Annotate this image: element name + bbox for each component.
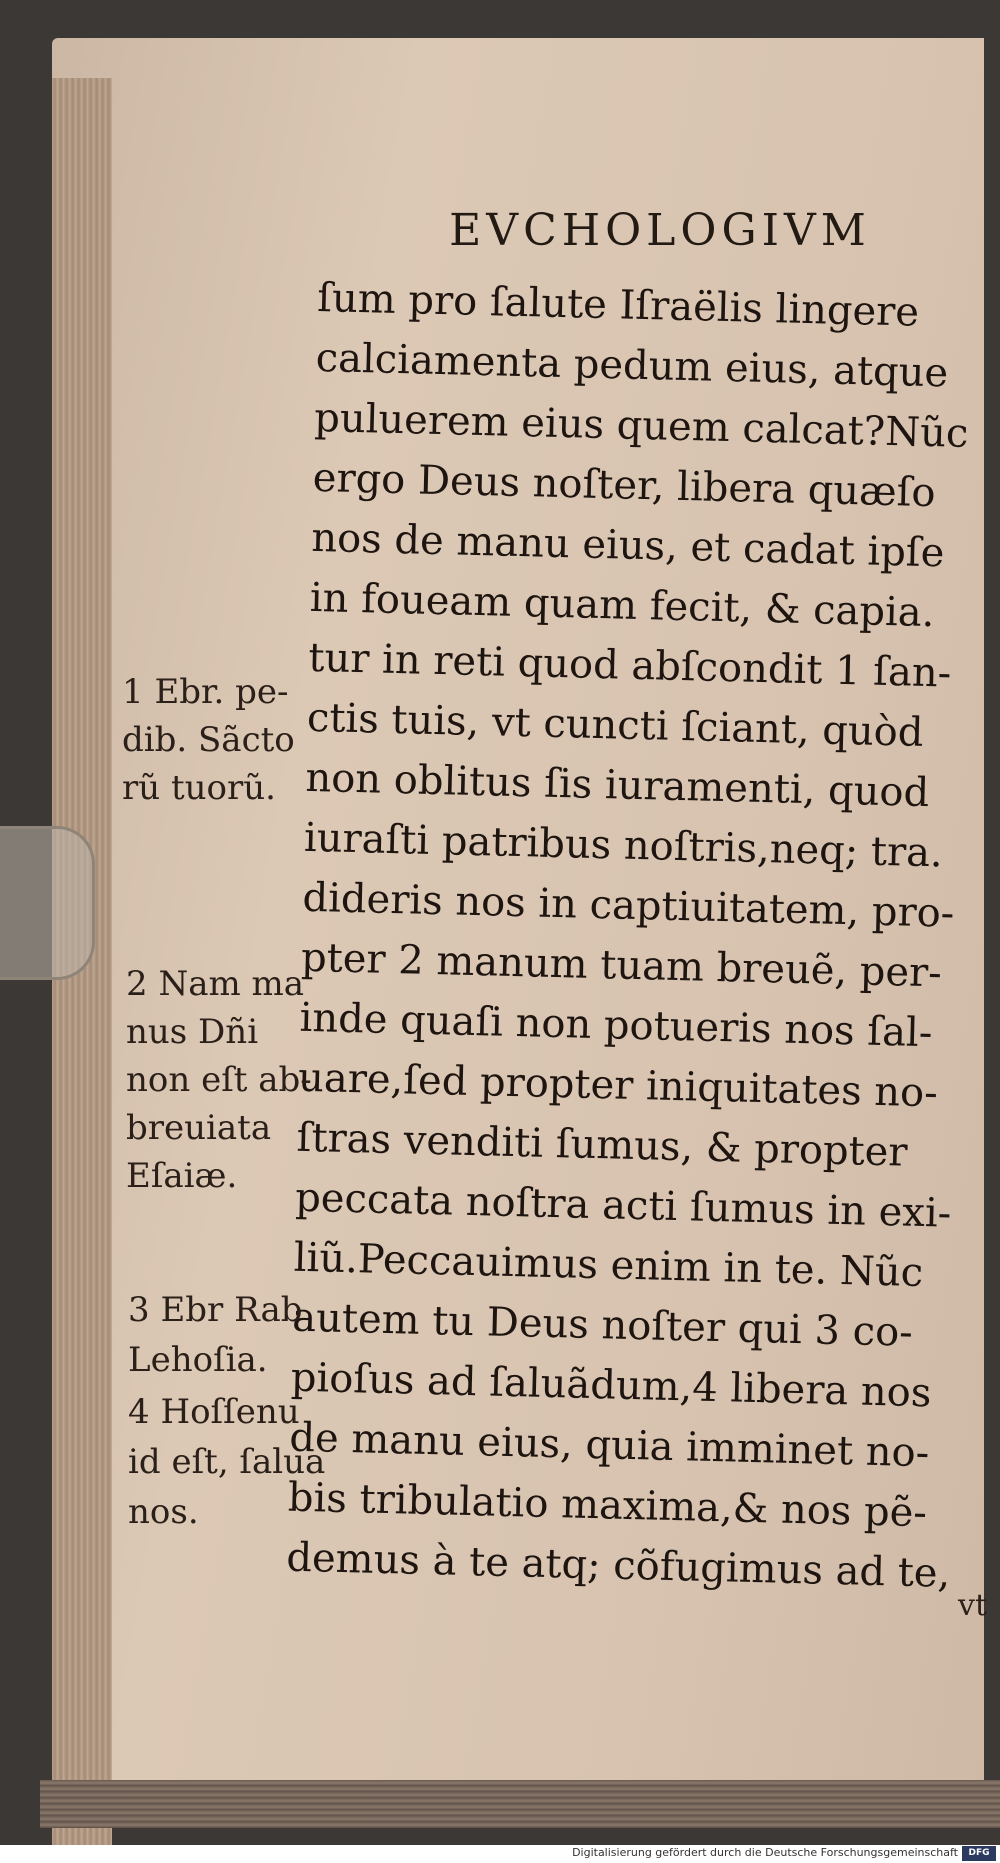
margin-note: breuiata <box>126 1108 272 1148</box>
margin-note: 4 Hoſſenu <box>128 1392 300 1432</box>
text-line: puluerem eius quem calcat?Nũc <box>313 394 969 457</box>
margin-note: nos. <box>128 1492 199 1532</box>
text-line: inde quaſi non potueris nos ſal- <box>299 994 933 1057</box>
text-line: tur in reti quod abſcondit 1 ſan- <box>307 634 952 697</box>
margin-note: nus Dñi <box>126 1012 259 1052</box>
text-line: pioſus ad ſaluãdum,4 libera nos <box>290 1354 932 1417</box>
dfg-logo-icon: DFG <box>962 1846 996 1861</box>
text-line: non oblitus ſis iuramenti, quod <box>304 754 930 817</box>
funding-credit: Digitalisierung gefördert durch die Deutsche Forschungsgemeinschaft <box>572 1846 958 1859</box>
catchword: vt <box>958 1588 988 1623</box>
margin-note: Lehoſia. <box>128 1340 268 1380</box>
text-line: de manu eius, quia imminet no- <box>288 1414 930 1477</box>
text-line: ctis tuis, vt cuncti ſciant, quòd <box>306 694 924 756</box>
book-bottom-edge <box>40 1780 1000 1828</box>
text-line: iuraſti patribus noſtris,neq; tra. <box>303 814 944 877</box>
text-line: nos de manu eius, et cadat ipſe <box>310 514 945 577</box>
text-line: ſum pro ſalute Iſraëlis lingere <box>316 274 920 336</box>
text-line: uare,ſed propter iniquitates no- <box>297 1054 939 1117</box>
text-line: calciamenta pedum eius, atque <box>315 334 949 397</box>
margin-note: non eſt ab- <box>126 1060 312 1100</box>
text-line: in foueam quam fecit, & capia. <box>309 574 935 637</box>
margin-note: rũ tuorũ. <box>122 768 276 808</box>
text-line: pter 2 manum tuam breuẽ, per- <box>300 934 943 997</box>
text-line: dideris nos in captiuitatem, pro- <box>302 874 955 937</box>
text-line: bis tribulatio maxima,& nos pẽ- <box>287 1474 928 1537</box>
margin-note: 3 Ebr Rab <box>128 1290 303 1330</box>
margin-note: id eſt, ſalua <box>128 1442 326 1482</box>
margin-note: 1 Ebr. pe- <box>122 672 289 712</box>
margin-note: dib. Sãcto <box>122 720 295 760</box>
book-clasp <box>0 826 95 980</box>
text-line: demus à te atq; cõfugimus ad te, <box>285 1534 951 1597</box>
main-text-block <box>286 268 988 1604</box>
text-line: liũ.Peccauimus enim in te. Nũc <box>293 1234 924 1297</box>
text-line: ſtras venditi ſumus, & propter <box>296 1114 909 1176</box>
margin-note: 2 Nam ma <box>126 964 305 1004</box>
text-line: autem tu Deus noſter qui 3 co- <box>291 1294 914 1356</box>
margin-note: Eſaiæ. <box>126 1156 238 1196</box>
running-header: EVCHOLOGIVM <box>449 205 871 256</box>
footer-bar <box>0 1845 1000 1863</box>
text-line: ergo Deus noſter, libera quæſo <box>312 454 937 517</box>
text-line: peccata noſtra acti ſumus in exi- <box>294 1174 952 1237</box>
